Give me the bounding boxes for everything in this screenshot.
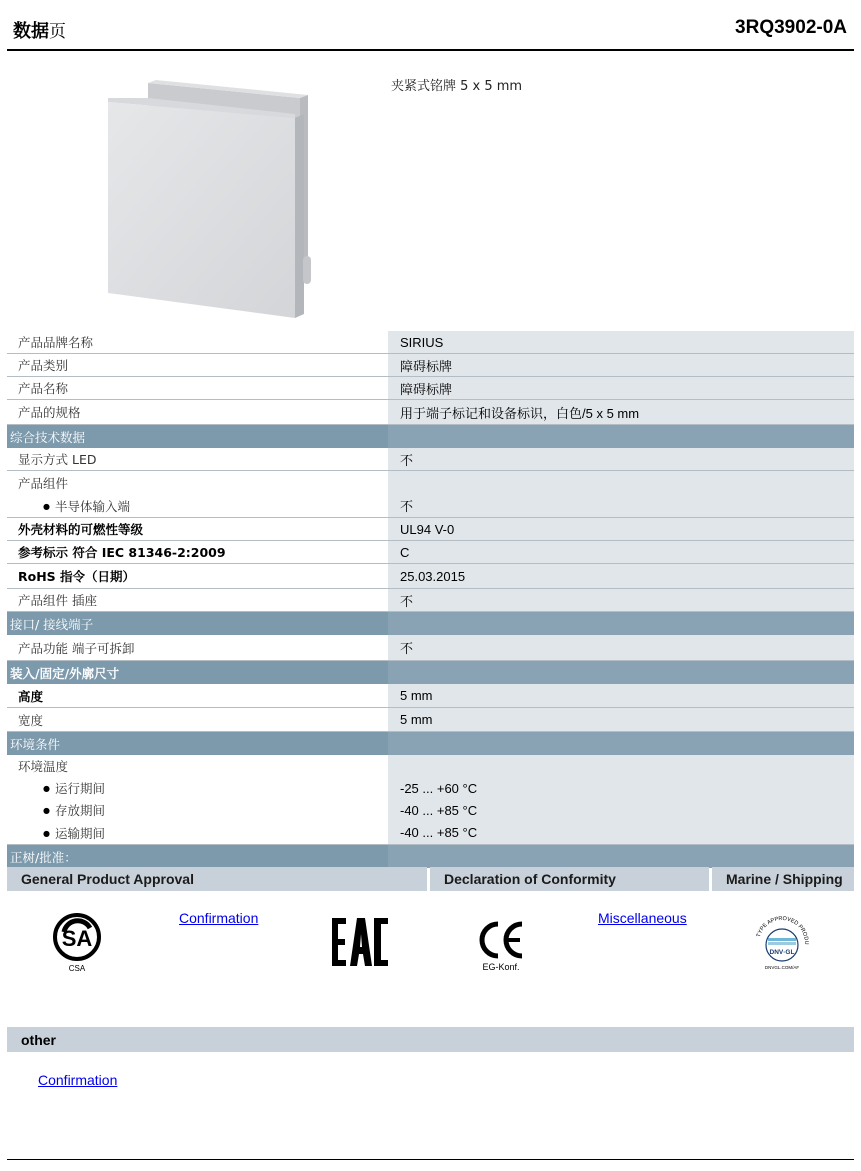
approval-header-conformity: Declaration of Conformity [430, 867, 709, 891]
section-mounting: 装入/固定/外廓尺寸 [7, 661, 854, 684]
row-brand: 产品品牌名称 SIRIUS [7, 331, 854, 354]
svg-text:CSA: CSA [68, 964, 86, 973]
spec-table [7, 331, 854, 868]
page-title: 数据页 [13, 21, 66, 42]
section-approvals: 正树/批准： [7, 845, 854, 868]
row-storage: ● 存放期间 -40 ... +85 °C [7, 799, 854, 821]
row-terminal: 产品功能 端子可拆卸 不 [7, 635, 854, 661]
row-rohs: RoHS 指令（日期） 25.03.2015 [7, 564, 854, 589]
product-image [100, 78, 320, 323]
svg-text:DNV·GL: DNV·GL [769, 949, 795, 956]
product-description: 夹紧式铭牌 5 x 5 mm [391, 79, 523, 94]
row-width: 宽度 5 mm [7, 708, 854, 732]
footer-divider [7, 1159, 854, 1160]
row-reference: 参考标示 符合 IEC 81346-2:2009 C [7, 541, 854, 564]
ce-logo [474, 916, 530, 972]
row-category: 产品类别 障碍标牌 [7, 354, 854, 377]
row-led: 显示方式 LED 不 [7, 448, 854, 471]
section-general: 综合技术数据 [7, 425, 854, 448]
row-socket: 产品组件 插座 不 [7, 589, 854, 612]
other-confirmation-link[interactable]: Confirmation [38, 1072, 118, 1088]
row-transport: ● 运输期间 -40 ... +85 °C [7, 821, 854, 845]
row-height: 高度 5 mm [7, 684, 854, 708]
approval-header-marine: Marine / Shipping [712, 867, 854, 891]
row-semiconductor: ● 半导体输入端 不 [7, 494, 854, 518]
svg-text:EG-Konf.: EG-Konf. [482, 962, 520, 972]
svg-text:DNVGL.COM/AF: DNVGL.COM/AF [764, 965, 800, 970]
svg-text:TYPE APPROVED PRODUCT: TYPE APPROVED PRODU [755, 915, 810, 945]
dnv-gl-logo [751, 912, 813, 974]
other-header: other [7, 1027, 854, 1052]
part-number: 3RQ3902-0A [735, 17, 847, 38]
section-interface: 接口/ 接线端子 [7, 612, 854, 635]
csa-logo [50, 912, 104, 974]
row-name: 产品名称 障碍标牌 [7, 377, 854, 400]
row-operating: ● 运行期间 -25 ... +60 °C [7, 777, 854, 799]
row-ambient: 环境温度 [7, 755, 854, 777]
miscellaneous-link[interactable]: Miscellaneous [598, 910, 687, 926]
section-environment: 环境条件 [7, 732, 854, 755]
svg-text:SA: SA [61, 926, 93, 951]
header-divider [7, 49, 854, 51]
eac-logo [330, 916, 390, 968]
row-spec: 产品的规格 用于端子标记和设备标识，白色/5 x 5 mm [7, 400, 854, 425]
row-component: 产品组件 [7, 471, 854, 494]
row-flammability: 外壳材料的可燃性等级 UL94 V-0 [7, 518, 854, 541]
approval-header-general: General Product Approval [7, 867, 427, 891]
approvals-header [7, 867, 854, 891]
confirmation-link[interactable]: Confirmation [179, 910, 259, 926]
